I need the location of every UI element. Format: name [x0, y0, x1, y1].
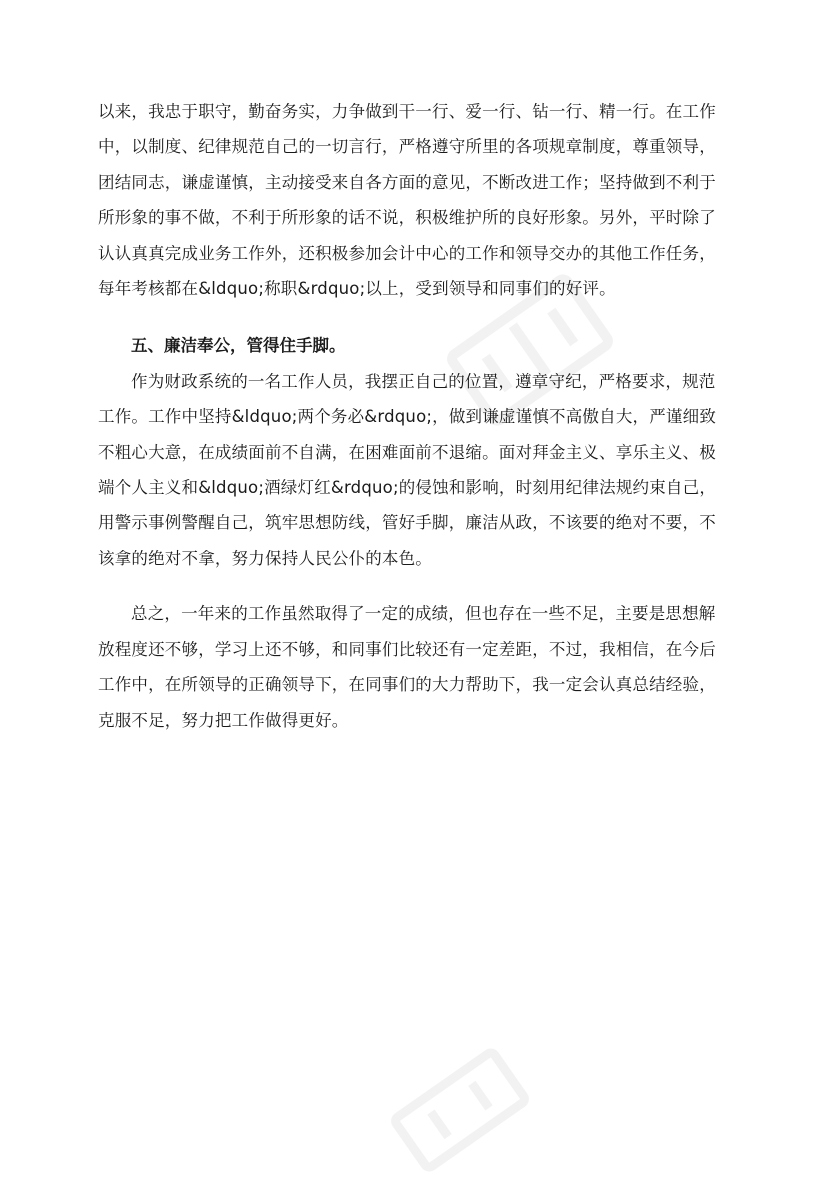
- text-line: 工作中，在所领导的正确领导下，在同事们的大力帮助下，我一定会认真总结经验，: [98, 675, 716, 695]
- text-line: 中，以制度、纪律规范自己的一切言行，严格遵守所里的各项规章制度，尊重领导，: [98, 137, 716, 157]
- text-line: 克服不足，努力把工作做得更好。: [98, 710, 349, 730]
- text-line: 该拿的绝对不拿，努力保持人民公仆的本色。: [98, 548, 432, 568]
- text-line: 不粗心大意，在成绩面前不自满，在困难面前不退缩。面对拜金主义、享乐主义、极: [98, 442, 716, 462]
- text-line: 放程度还不够，学习上还不够，和同事们比较还有一定差距，不过，我相信，在今后: [98, 639, 716, 659]
- paragraph-conclusion: [98, 596, 738, 738]
- watermark-logo: [380, 1040, 540, 1180]
- text-line: 用警示事例警醒自己，筑牢思想防线，管好手脚，廉洁从政，不该要的绝对不要，不: [98, 513, 716, 533]
- paragraph-spacer: [98, 576, 738, 596]
- text-line: 总之，一年来的工作虽然取得了一定的成绩，但也存在一些不足，主要是思想解: [131, 604, 716, 624]
- text-line: 端个人主义和&ldquo;酒绿灯红&rdquo;的侵蚀和影响，时刻用纪律法规约束自己，: [98, 478, 717, 498]
- text-line: 每年考核都在&ldquo;称职&rdquo;以上，受到领导和同事们的好评。: [98, 279, 616, 299]
- text-line: 认认真真完成业务工作外，还积极参加会计中心的工作和领导交办的其他工作任务，: [98, 243, 716, 263]
- text-line: 所形象的事不做，不利于所形象的话不说，积极维护所的良好形象。另外，平时除了: [98, 208, 716, 228]
- text-line: 以来，我忠于职守，勤奋务实，力争做到干一行、爱一行、钻一行、精一行。在工作: [98, 102, 716, 121]
- text-line: 工作。工作中坚持&ldquo;两个务必&rdquo;，做到谦虚谨慎不高傲自大，严谨细致: [98, 407, 717, 427]
- text-line: 作为财政系统的一名工作人员，我摆正自己的位置，遵章守纪，严格要求，规范: [131, 371, 716, 391]
- paragraph-integrity: [98, 364, 738, 576]
- section-heading: 五、廉洁奉公，管得住手脚。: [131, 336, 346, 356]
- text-line: 团结同志，谦虚谨慎，主动接受来自各方面的意见，不断改进工作；坚持做到不利于: [98, 172, 716, 192]
- paragraph-duty: [98, 94, 738, 306]
- document-body: [98, 94, 738, 738]
